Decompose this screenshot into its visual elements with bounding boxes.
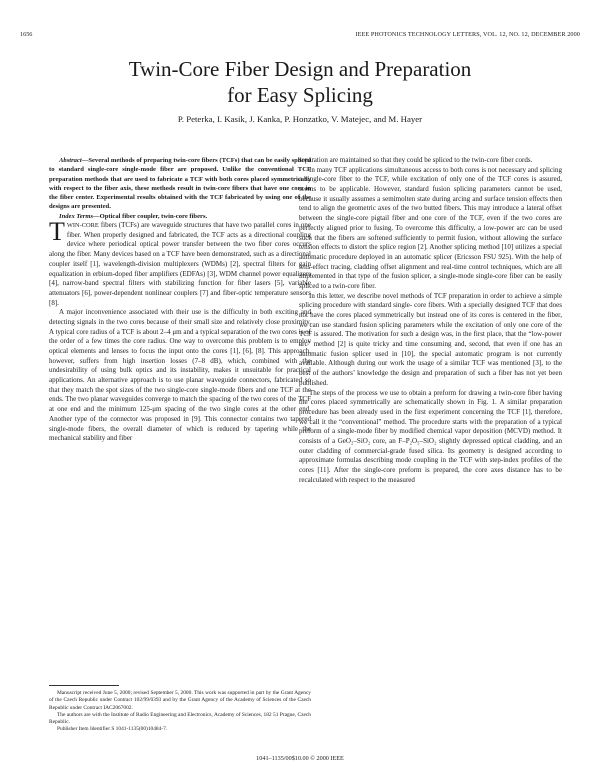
paper-title <box>30 56 570 108</box>
footnote-divider <box>49 685 119 686</box>
page-number: 1656 <box>20 31 33 38</box>
running-header <box>20 31 580 41</box>
left-column <box>49 156 311 444</box>
intro-paragraph <box>49 217 311 308</box>
body-paragraph: The steps of the process we use to obtain a preform for drawing a twin-core fiber having the cores placed symmetrically are schematically shown in Fig. 1. A similar preparation procedure has been already used in the first experiment concerning the TCF [1], therefore, we call it the “conventional” method. The procedure starts with the preparation of a typical preform of a single-mode fiber by modified chemical vapor deposition (MCVD) method. It consists of a GeO₂–SiO₂ core, an F–P₂O₅–SiO₂ slightly depressed optical cladding, and an outer cladding of commercial-grade fused silica. Its geometry is designed according to approximate formulas describing mode coupling in the TCF with step-index profiles of the cores [11]. After the single-core preform is prepared, the core axes distance has to be recalculated with respect to the measured <box>299 388 562 484</box>
abstract-label: Abstract <box>59 157 82 164</box>
intro-text: fibers (TCFs) are waveguide structures that have two parallel cores in one fiber. When properly designed and fabricated, the TCF acts as a directional coupling device where periodical optical power transfer between the two fiber cores occurs along the fiber. Many devices based on a TCF have been demonstrated, such as a directional coupler itself [1], wavelength-division multiplexers (WDMs) [2], spectral filters for gain equalization in erbium-doped fiber amplifiers (EDFAs) [3], WDM channel power equalizers [4], narrow-band spectral filters with stabilizing function for fiber lasers [5], variable attenuators [6], power-dependent nonlinear couplers [7] and fiber-optic temperature sensors [8]. <box>49 221 311 307</box>
drop-cap: T <box>49 217 65 247</box>
copyright-footer: 1041–1135/00$10.00 © 2000 IEEE <box>256 755 344 762</box>
index-terms-text: —Optical fiber coupler, twin-core fibers. <box>93 212 208 220</box>
journal-name: IEEE PHOTONICS TECHNOLOGY LETTERS, VOL. 12, NO. 12, DECEMBER 2000 <box>355 31 580 38</box>
footnote-identifier: Publisher Item Identifier S 1041-1135(00)10484-7. <box>57 726 168 733</box>
abstract-text: —Several methods of preparing twin-core fibers (TCFs) that can be easily spliced to standard single-core single-mode fiber are proposed. Unlike the conventional TCF preparation methods that are used to fabricate a TCF with both cores placed symmetrically with respect to the fiber axis, these methods result in twin-core fibers that have one core in the fiber center. Experimental results obtained with the TCF fabricated by using one of the designs are presented. <box>49 157 311 211</box>
title-line-1: Twin-Core Fiber Design and Preparation <box>128 57 472 81</box>
index-terms <box>49 212 311 221</box>
footnotes <box>49 690 311 734</box>
author-list: P. Peterka, I. Kasik, J. Kanka, P. Honzatko, V. Matejec, and M. Hayer <box>177 114 423 124</box>
title-line-2: for Easy Splicing <box>227 83 373 107</box>
body-paragraph: In many TCF applications simultaneous access to both cores is not necessary and splicing a single-core fiber to the TCF, while excitation of only one of the TCF cores is assured, seems to be applicable. However, standard fusion splicing parameters cannot be used, because it usually assumes a semimolten state during arcing and surface tension effects then tend to align the geometric axes of the two butted fibers. This may introduce a lateral offset between the single-core pigtail fiber and one core of the TCF, even if the two cores are perfectly aligned prior to fusing. To overcome this difficulty, a low-power arc can be used such that the fibers are softened sufficiently to permit fusion, without allowing the surface tension effects to distort the splice region [2]. Another splicing method [10] utilizes a special automatic procedure deployed in an automatic splicer (Ericsson FSU 925). With the help of lens-effect tracing, cladding offset alignment and real-time control techniques, which are all implemented in that type of the fusion splicer, a single-mode single-core fiber can be easily spliced to a twin-core fiber. <box>299 165 562 290</box>
body-paragraph: A major inconvenience associated with their use is the difficulty in both exciting and detecting signals in the two cores because of their small size and relatively close proximity. A typical core radius of a TCF is about 2–4 μm and a typical separation of the two cores is of the order of a few times the core radius. One way to overcome this problem is to employ optical elements and lenses to focus the input onto the cores [1], [6], [8]. This approach, however, suffers from high insertion losses (7–8 dB), which, combined with the undesirability of using bulk optics and its instability, makes it unsuitable for practical applications. An alternative approach is to use planar waveguide connectors, fabricated so that they match the spot sizes of the two single-core single-mode fibers and one TCF at the ends. The two planar waveguides converge to match the spacing of the two cores of the TCF at one end and the minimum 125-μm spacing of the two single cores at the other end. Another type of the connector was proposed in [9]. This connector contains two tapered single-mode fibers, the overall diameter of which is reduced by tapering while the mechanical stability and fiber <box>49 308 311 443</box>
intro-caps: WIN-CORE <box>66 222 99 230</box>
index-terms-label: Index Terms <box>59 212 94 220</box>
body-paragraph: In this letter, we describe novel methods of TCF preparation in order to achieve a simple splicing procedure with standard single- core fibers. With a specially designed TCF that does not have the cores placed symmetrically but instead one of its cores is centered in the fiber, we can use standard fusion splicing parameters while the excitation of only one core of the TCF is assured. The motivation for such a design was, in the first place, that the “low-power arc” method [2] is quite tricky and time consuming and, second, that even if one has an automatic fusion splicer used in [10], the special automatic program is not currently available. Although during our work the usage of a similar TCF was mentioned [3], to the best of the authors’ knowledge the design and preparation of such a fiber has not yet been published. <box>299 291 562 387</box>
footnote-received: Manuscript received June 5, 2000; revised September 5, 2000. This work was supported in part by the Grant Agency of the Czech Republic under Contract 102/99/0393 and by the Grant Agency of the Academy of Sciences of the Czech Republic under Contract IAC2067002. <box>49 690 311 711</box>
abstract <box>49 156 311 212</box>
body-paragraph: separation are maintained so that they could be spliced to the twin-core fiber cords. <box>299 156 533 164</box>
footnote-affiliation: The authors are with the Institute of Radio Engineering and Electronics, Academy of Sciences, 182 51 Prague, Czech Republic. <box>49 711 311 726</box>
right-column <box>299 156 562 485</box>
